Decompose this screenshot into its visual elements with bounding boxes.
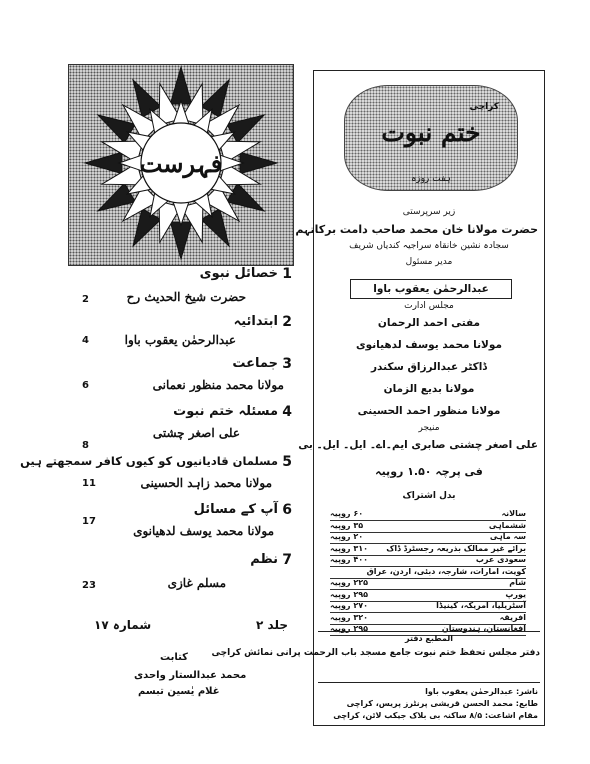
office-heading: المطبع دفتر bbox=[404, 634, 453, 643]
address-line: مقام اشاعت: ۸/۵ ساکنہ بی بلاک جیکب لائن، کراچی bbox=[333, 711, 538, 720]
rate-value: ۳۱۰ روپیہ bbox=[330, 543, 368, 553]
entry-page: 6 bbox=[82, 380, 89, 391]
flower-petal bbox=[227, 183, 264, 211]
entry-author: مولانا محمد منظور نعمانی bbox=[152, 378, 284, 392]
flower-petal bbox=[98, 183, 135, 211]
rate-label: شام bbox=[509, 578, 526, 587]
entry-page: 4 bbox=[82, 335, 89, 346]
rate-row bbox=[330, 567, 526, 579]
rate-label: افغانستان، ہندوستان bbox=[441, 624, 526, 633]
manager-heading: منیجر bbox=[418, 423, 440, 433]
calligraphy-credits-heading: کتابت bbox=[160, 652, 188, 663]
editor-heading: مدیر مسئول bbox=[405, 257, 453, 267]
rate-label: یورپ bbox=[505, 589, 526, 599]
rate-value: ۲۷۰ روپیہ bbox=[330, 601, 368, 610]
entry-title: مسئلہ ختم نبوت bbox=[173, 404, 278, 419]
patron-name: حضرت مولانا خان محمد صاحب دامت برکاتہم bbox=[295, 223, 538, 236]
contents-emblem bbox=[68, 64, 294, 266]
board-member: مفتی احمد الرحمان bbox=[377, 317, 481, 329]
entry-title: خصائل نبوی bbox=[199, 266, 278, 281]
flower-petal bbox=[170, 222, 191, 259]
credit-name: غلام یٰسین تبسم bbox=[138, 686, 220, 697]
masthead-logo bbox=[344, 85, 518, 191]
office-address: دفتر مجلس تحفظ ختم نبوت جامع مسجد باب الرحمت پرانی نمائش کراچی bbox=[211, 648, 540, 658]
rate-label: کویت، امارات، شارجہ، دبئی، اردن، عراق bbox=[366, 566, 526, 576]
credit-name: محمد عبدالستار واحدی bbox=[134, 670, 247, 681]
contents-title: فہرست bbox=[139, 149, 223, 178]
volume-label: جلد ۲ bbox=[256, 618, 288, 632]
entry-number: 7 bbox=[282, 552, 292, 568]
rate-row bbox=[330, 544, 526, 556]
entry-title: جماعت bbox=[232, 356, 278, 371]
masthead-title: ختم نبوت bbox=[381, 118, 481, 147]
flower-petal bbox=[170, 67, 191, 104]
rate-value: ۲۰ روپیہ bbox=[330, 532, 364, 541]
board-member: مولانا منظور احمد الحسینی bbox=[357, 405, 501, 417]
rate-label: افریقہ bbox=[499, 612, 526, 622]
rate-label: برائے غیر ممالک بذریعہ رجسٹرڈ ڈاک bbox=[386, 543, 526, 553]
rate-row bbox=[330, 578, 526, 590]
entry-title: نظم bbox=[250, 552, 278, 567]
entry-page: 11 bbox=[82, 478, 96, 489]
entry-page: 2 bbox=[82, 294, 89, 305]
entry-title: ابتدائیہ bbox=[233, 314, 278, 329]
office-box bbox=[211, 631, 540, 683]
rate-row bbox=[330, 613, 526, 625]
rate-value: ۳۲۰ روپیہ bbox=[330, 612, 368, 622]
masthead-city: کراچی bbox=[469, 102, 499, 112]
rate-value: ۲۲۵ روپیہ bbox=[330, 578, 368, 587]
rate-row bbox=[330, 521, 526, 533]
entry-author: عبدالرحمٰن یعقوب باوا bbox=[124, 333, 236, 347]
entry-author: علی اصغر چشتی bbox=[152, 426, 240, 440]
entry-title: مسلمان قادیانیوں کو کیوں کافر سمجھتے ہیں bbox=[20, 454, 278, 468]
rate-label: سعودی عرب bbox=[475, 555, 526, 564]
entry-page: 23 bbox=[82, 580, 96, 591]
entry-number: 6 bbox=[282, 502, 292, 518]
entry-number: 1 bbox=[282, 266, 292, 282]
contents-column bbox=[20, 58, 296, 726]
entry-title: آپ کے مسائل bbox=[193, 502, 278, 517]
issue-price: فی پرچہ ۱.۵۰ روپیہ bbox=[375, 465, 483, 478]
rate-label: آسٹریلیا، امریکہ، کینیڈا bbox=[436, 601, 526, 610]
subscription-heading: بدل اشتراک bbox=[402, 491, 456, 501]
entry-number: 3 bbox=[282, 356, 292, 372]
rate-value: ۲۹۵ روپیہ bbox=[330, 589, 368, 599]
entry-number: 4 bbox=[282, 404, 292, 420]
rate-row bbox=[330, 509, 526, 521]
entry-number: 5 bbox=[282, 454, 292, 470]
rate-label: سالانہ bbox=[501, 509, 526, 518]
manager-name: علی اصغر چشتی صابری ایم۔اے۔ ایل۔ ایل۔ بی bbox=[298, 439, 538, 451]
patron-heading: زیر سرپرستی bbox=[402, 207, 456, 217]
rate-value: ۶۰ روپیہ bbox=[330, 509, 364, 518]
rate-row bbox=[330, 532, 526, 544]
rate-row bbox=[330, 601, 526, 613]
flower-petal bbox=[98, 115, 135, 143]
entry-author: حضرت شیخ الحدیث رح bbox=[126, 290, 246, 304]
rate-value: ۳۵ روپیہ bbox=[330, 520, 364, 530]
board-member: مولانا محمد یوسف لدھیانوی bbox=[356, 339, 502, 351]
patron-title: سجادہ نشین خانقاہ سراجیہ کندیاں شریف bbox=[349, 241, 509, 251]
board-member: مولانا بدیع الزمان bbox=[383, 383, 475, 395]
rate-value: ۴۰۰ روپیہ bbox=[330, 555, 368, 564]
entry-author: مولانا محمد یوسف لدھیانوی bbox=[133, 524, 274, 538]
printer-line: طابع: محمد الحسن قریشی پرنٹرز پریس، کراچی bbox=[346, 699, 538, 708]
issue-number-label: شمارہ ۱۷ bbox=[94, 618, 152, 632]
rate-label: سہ ماہی bbox=[489, 532, 526, 541]
entry-number: 2 bbox=[282, 314, 292, 330]
rate-row bbox=[330, 590, 526, 602]
rate-label: ششماہی bbox=[488, 520, 526, 530]
rate-row bbox=[330, 555, 526, 567]
flower-petal bbox=[133, 80, 161, 117]
board-heading: مجلس ادارت bbox=[404, 301, 454, 311]
entry-author: مسلم غازی bbox=[167, 576, 226, 590]
masthead-frequency: ہفت روزہ bbox=[411, 174, 451, 184]
flower-petal bbox=[201, 209, 229, 246]
rate-value: ۲۹۵ روپیہ bbox=[330, 624, 368, 633]
entry-author: مولانا محمد زاہد الحسینی bbox=[140, 476, 272, 490]
board-member: ڈاکٹر عبدالرزاق سکندر bbox=[371, 361, 487, 373]
entry-page: 17 bbox=[82, 516, 96, 527]
publisher-line: ناشر: عبدالرحمٰن یعقوب باوا bbox=[425, 687, 538, 696]
flower-petal bbox=[201, 80, 229, 117]
editor-name: عبدالرحمٰن یعقوب باوا bbox=[350, 279, 512, 299]
flower-petal bbox=[133, 209, 161, 246]
entry-page: 8 bbox=[82, 440, 89, 451]
flower-petal bbox=[227, 115, 264, 143]
